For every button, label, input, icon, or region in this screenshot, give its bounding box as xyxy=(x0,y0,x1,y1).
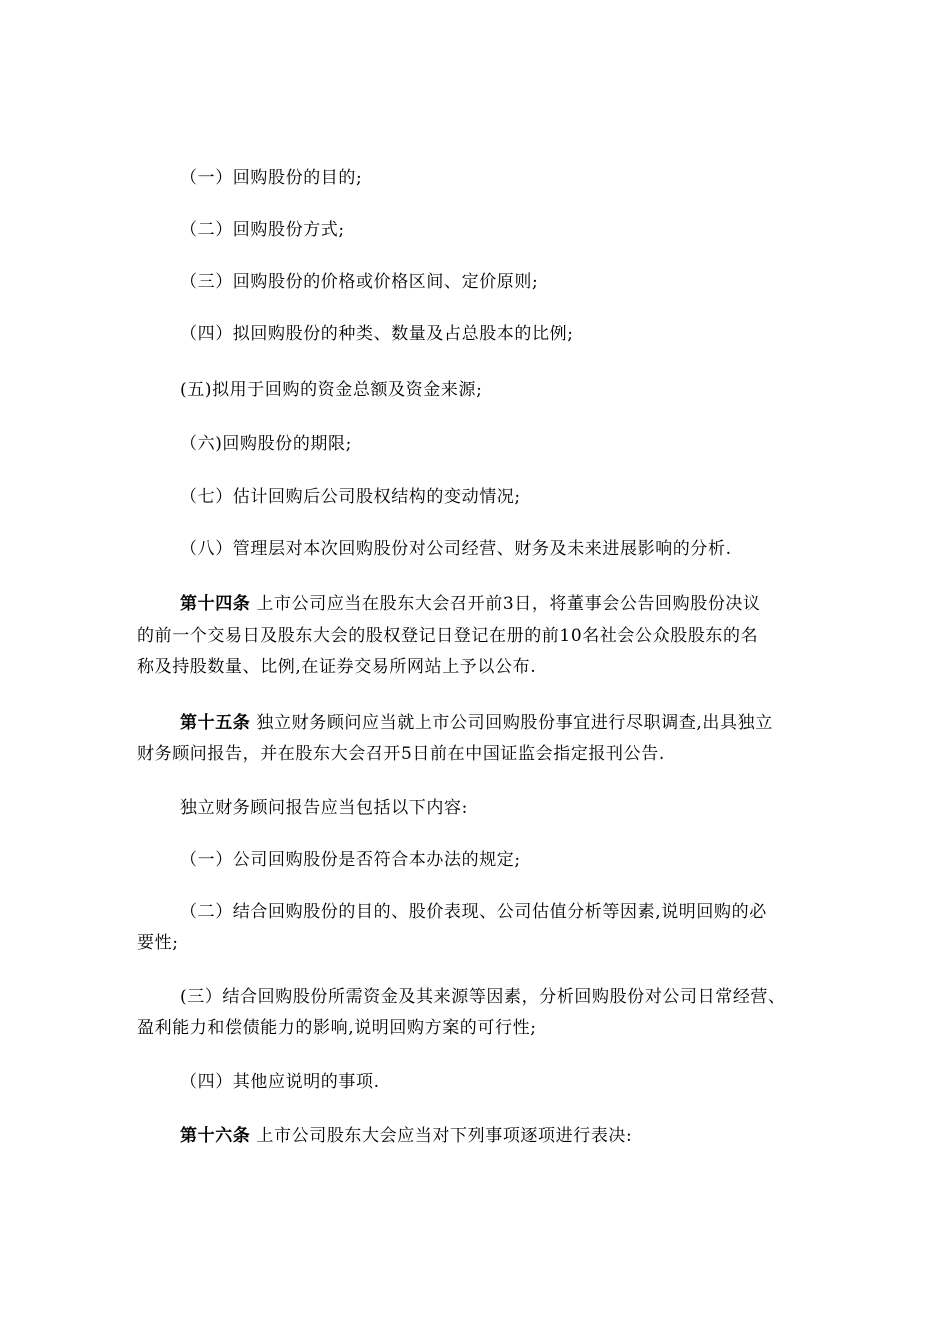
article-15-heading: 第十五条 xyxy=(180,713,251,733)
list-item-equity-change: （七）估计回购后公司股权结构的变动情况; xyxy=(180,487,521,507)
article-15-item-3-line-1: (三）结合回购股份所需资金及其来源等因素，分析回购股份对公司日常经营、 xyxy=(180,987,786,1007)
article-16-text-1: 上市公司股东大会应当对下列事项逐项进行表决: xyxy=(256,1126,633,1146)
article-15-item-2-line-1: （二）结合回购股份的目的、股价表现、公司估值分析等因素,说明回购的必 xyxy=(180,902,767,922)
list-item-share-type: （四）拟回购股份的种类、数量及占总股本的比例; xyxy=(180,324,574,344)
article-15-text-2: 财务顾问报告，并在股东大会召开5日前在中国证监会指定报刊公告. xyxy=(137,744,665,764)
article-15-item-1: （一）公司回购股份是否符合本办法的规定; xyxy=(180,850,521,870)
article-14-text-2: 的前一个交易日及股东大会的股权登记日登记在册的前10名社会公众股股东的名 xyxy=(137,626,759,646)
article-15-first-line xyxy=(180,713,773,733)
list-item-purpose: （一）回购股份的目的; xyxy=(180,168,363,188)
article-15-intro: 独立财务顾问报告应当包括以下内容: xyxy=(180,798,468,818)
article-16-first-line xyxy=(180,1126,632,1146)
list-item-management-analysis: （八）管理层对本次回购股份对公司经营、财务及未来进展影响的分析. xyxy=(180,539,732,559)
article-16-heading: 第十六条 xyxy=(180,1126,251,1146)
article-15-item-3-line-2: 盈利能力和偿债能力的影响,说明回购方案的可行性; xyxy=(137,1018,537,1038)
list-item-method: （二）回购股份方式; xyxy=(180,220,345,240)
article-15-item-2-line-2: 要性; xyxy=(137,933,179,953)
article-14-text-1: 上市公司应当在股东大会召开前3日，将董事会公告回购股份决议 xyxy=(256,594,761,614)
article-15-item-4: （四）其他应说明的事项. xyxy=(180,1072,380,1092)
article-15-text-1: 独立财务顾问应当就上市公司回购股份事宜进行尽职调查,出具独立 xyxy=(256,713,773,733)
article-14-heading: 第十四条 xyxy=(180,594,251,614)
list-item-period: （六)回购股份的期限; xyxy=(180,434,352,454)
article-14-text-3: 称及持股数量、比例,在证券交易所网站上予以公布. xyxy=(137,657,537,677)
list-item-funds: (五)拟用于回购的资金总额及资金来源; xyxy=(180,380,483,400)
list-item-price: （三）回购股份的价格或价格区间、定价原则; xyxy=(180,272,539,292)
article-14-first-line xyxy=(180,594,761,614)
